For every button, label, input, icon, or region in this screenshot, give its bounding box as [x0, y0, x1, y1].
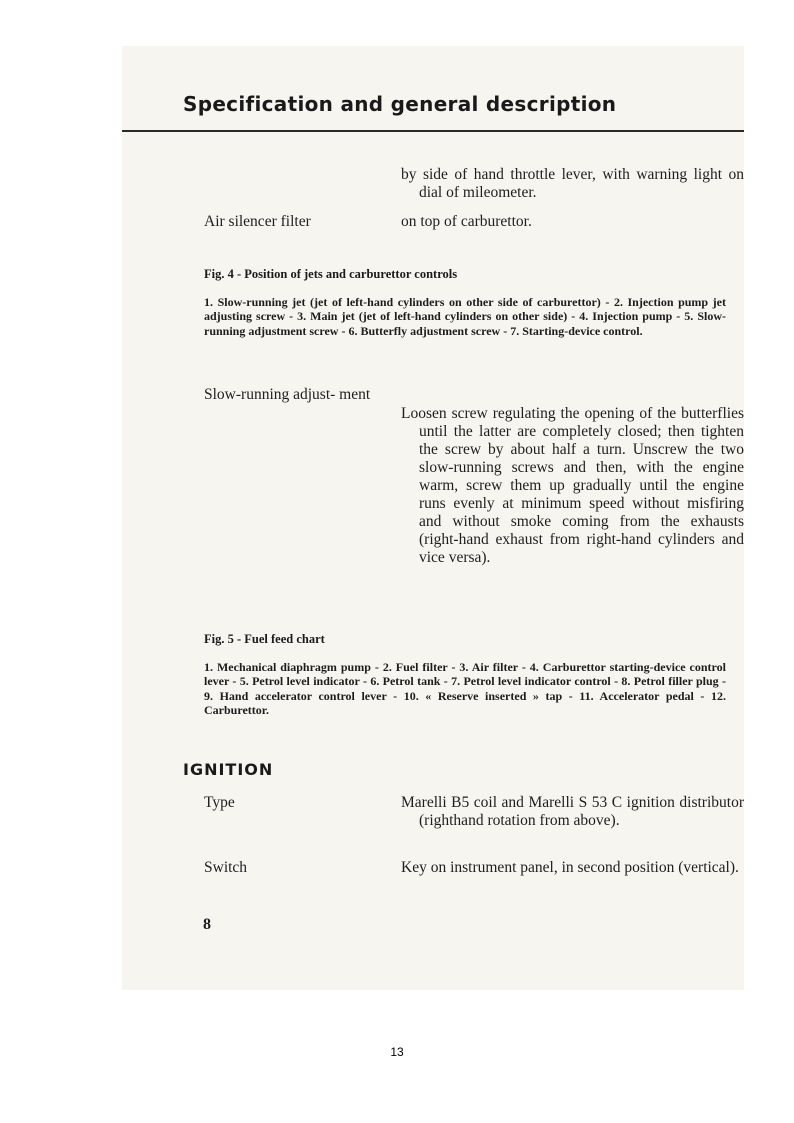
book-page-number: 8: [203, 916, 211, 933]
ignition-heading: IGNITION: [183, 760, 274, 779]
fig4-title: Fig. 4 - Position of jets and carburettor controls: [204, 267, 458, 281]
header-rule: [122, 130, 744, 132]
fig5-caption: 1. Mechanical diaphragm pump - 2. Fuel filter - 3. Air filter - 4. Carburettor starting-device control lever - 5. Petrol level indicator - 6. Petrol tank - 7. Petrol level indicator control - 8. Petrol filler plug - 9. Hand accelerator control lever - 10. « Reserve inserted » tap - 11. Accelerator pedal - 12. Carburettor.: [204, 660, 726, 718]
ignition-type-value: Marelli B5 coil and Marelli S 53 C ignition distributor (righthand rotation from above).: [401, 794, 744, 829]
air-silencer-value: on top of carburettor.: [401, 213, 532, 230]
ignition-switch-label: Switch: [204, 859, 248, 876]
fig5-title: Fig. 5 - Fuel feed chart: [204, 632, 325, 646]
fig4-caption: 1. Slow-running jet (jet of left-hand cylinders on other side of carburettor) - 2. Injection pump jet adjusting screw - 3. Main jet (jet of left-hand cylinders on other side) - 4. Injection pump - 5. Slow-running adjustment screw - 6. Butterfly adjustment screw - 7. Starting-device control.: [204, 295, 726, 338]
air-silencer-label: Air silencer filter: [204, 213, 311, 230]
ignition-switch-value: Key on instrument panel, in second position (vertical).: [401, 859, 739, 876]
slow-running-label: Slow-running adjust- ment: [204, 386, 371, 403]
document-page-number: 13: [390, 1045, 404, 1059]
ignition-type-label: Type: [204, 794, 235, 811]
page-header-title: Specification and general description: [183, 92, 617, 116]
slow-running-value: Loosen screw regulating the opening of the butterflies until the latter are completely closed; then tighten the screw by about half a turn. Unscrew the two slow-running screws and then, with the engine warm, screw them up gradually until the engine runs evenly at minimum speed without misfiring and without smoke coming from the exhausts (right-hand exhaust from right-hand cylinders and vice versa).: [401, 405, 744, 566]
fuel-gauge-continued-text: by side of hand throttle lever, with warning light on dial of mileometer.: [401, 166, 744, 201]
